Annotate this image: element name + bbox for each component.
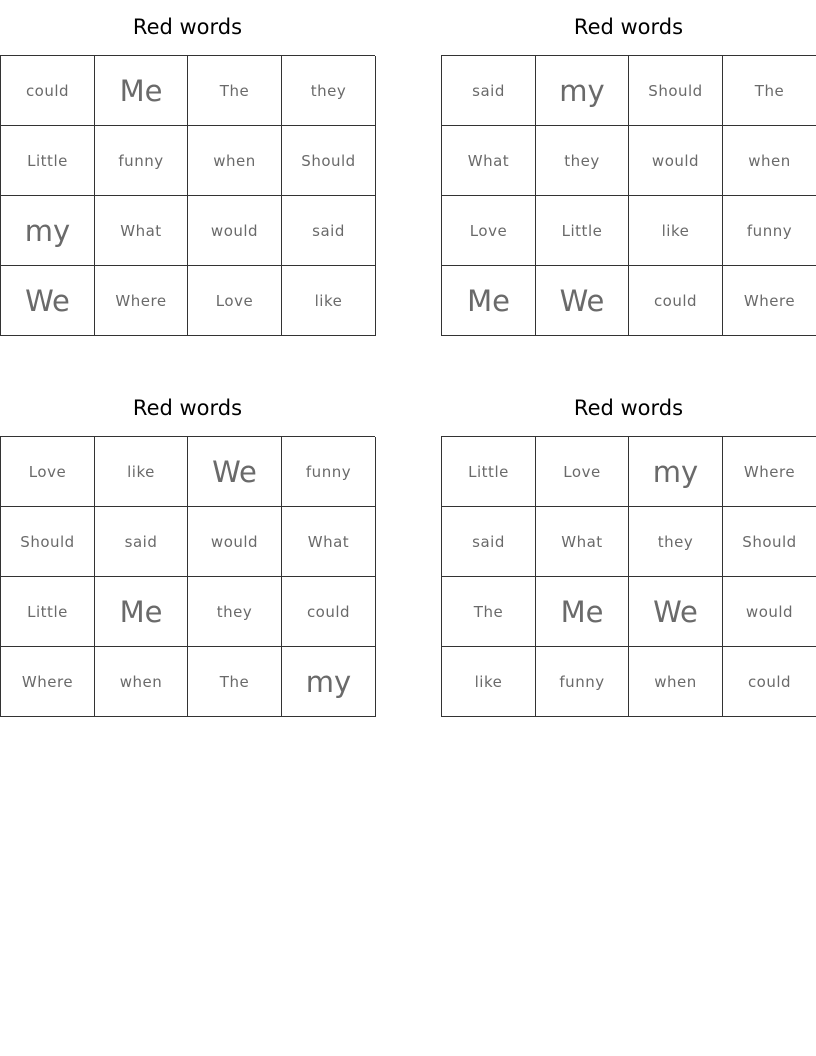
word-cell: The xyxy=(188,56,282,126)
word-cell: Little xyxy=(1,126,95,196)
word-cell: could xyxy=(282,577,376,647)
word-cell: Love xyxy=(442,196,536,266)
word-cell: Love xyxy=(536,437,629,507)
word-cell: What xyxy=(536,507,629,577)
word-cell: when xyxy=(188,126,282,196)
word-cell: We xyxy=(1,266,95,336)
word-cell: would xyxy=(723,577,816,647)
word-cell: they xyxy=(188,577,282,647)
word-cell: The xyxy=(723,56,816,126)
word-cell: like xyxy=(282,266,376,336)
word-cell: they xyxy=(536,126,629,196)
word-cell: Me xyxy=(95,577,188,647)
word-cell: We xyxy=(536,266,629,336)
word-cell: Little xyxy=(536,196,629,266)
word-cell: Me xyxy=(442,266,536,336)
word-cell: What xyxy=(442,126,536,196)
card-title: Red words xyxy=(132,396,243,420)
word-cell: We xyxy=(188,437,282,507)
word-cell: Love xyxy=(188,266,282,336)
word-cell: could xyxy=(723,647,816,717)
word-cell: said xyxy=(95,507,188,577)
word-grid xyxy=(441,55,816,336)
word-cell: The xyxy=(442,577,536,647)
word-cell: What xyxy=(282,507,376,577)
word-cell: Little xyxy=(442,437,536,507)
word-cell: Should xyxy=(629,56,723,126)
card-title: Red words xyxy=(573,15,684,39)
word-grid xyxy=(0,55,375,336)
word-cell: like xyxy=(95,437,188,507)
word-cell: could xyxy=(629,266,723,336)
card-title: Red words xyxy=(132,15,243,39)
word-cell: funny xyxy=(723,196,816,266)
word-cell: funny xyxy=(95,126,188,196)
word-cell: would xyxy=(188,196,282,266)
word-cell: said xyxy=(442,507,536,577)
word-cell: Love xyxy=(1,437,95,507)
word-cell: Should xyxy=(1,507,95,577)
word-cell: Should xyxy=(282,126,376,196)
word-cell: they xyxy=(282,56,376,126)
word-grid xyxy=(0,436,375,717)
word-cell: my xyxy=(536,56,629,126)
word-cell: they xyxy=(629,507,723,577)
word-cell: like xyxy=(442,647,536,717)
word-cell: Where xyxy=(723,266,816,336)
word-cell: would xyxy=(188,507,282,577)
word-cell: Little xyxy=(1,577,95,647)
word-cell: Where xyxy=(95,266,188,336)
word-cell: my xyxy=(1,196,95,266)
word-grid xyxy=(441,436,816,717)
word-cell: when xyxy=(629,647,723,717)
word-cell: would xyxy=(629,126,723,196)
word-cell: We xyxy=(629,577,723,647)
word-cell: could xyxy=(1,56,95,126)
word-cell: when xyxy=(95,647,188,717)
word-cell: my xyxy=(629,437,723,507)
word-cell: funny xyxy=(536,647,629,717)
word-cell: funny xyxy=(282,437,376,507)
word-cell: like xyxy=(629,196,723,266)
word-cell: said xyxy=(282,196,376,266)
word-cell: Where xyxy=(1,647,95,717)
card-title: Red words xyxy=(573,396,684,420)
word-cell: Where xyxy=(723,437,816,507)
word-cell: Should xyxy=(723,507,816,577)
word-cell: Me xyxy=(95,56,188,126)
word-cell: The xyxy=(188,647,282,717)
word-cell: my xyxy=(282,647,376,717)
word-cell: when xyxy=(723,126,816,196)
word-cell: said xyxy=(442,56,536,126)
word-cell: What xyxy=(95,196,188,266)
word-cell: Me xyxy=(536,577,629,647)
